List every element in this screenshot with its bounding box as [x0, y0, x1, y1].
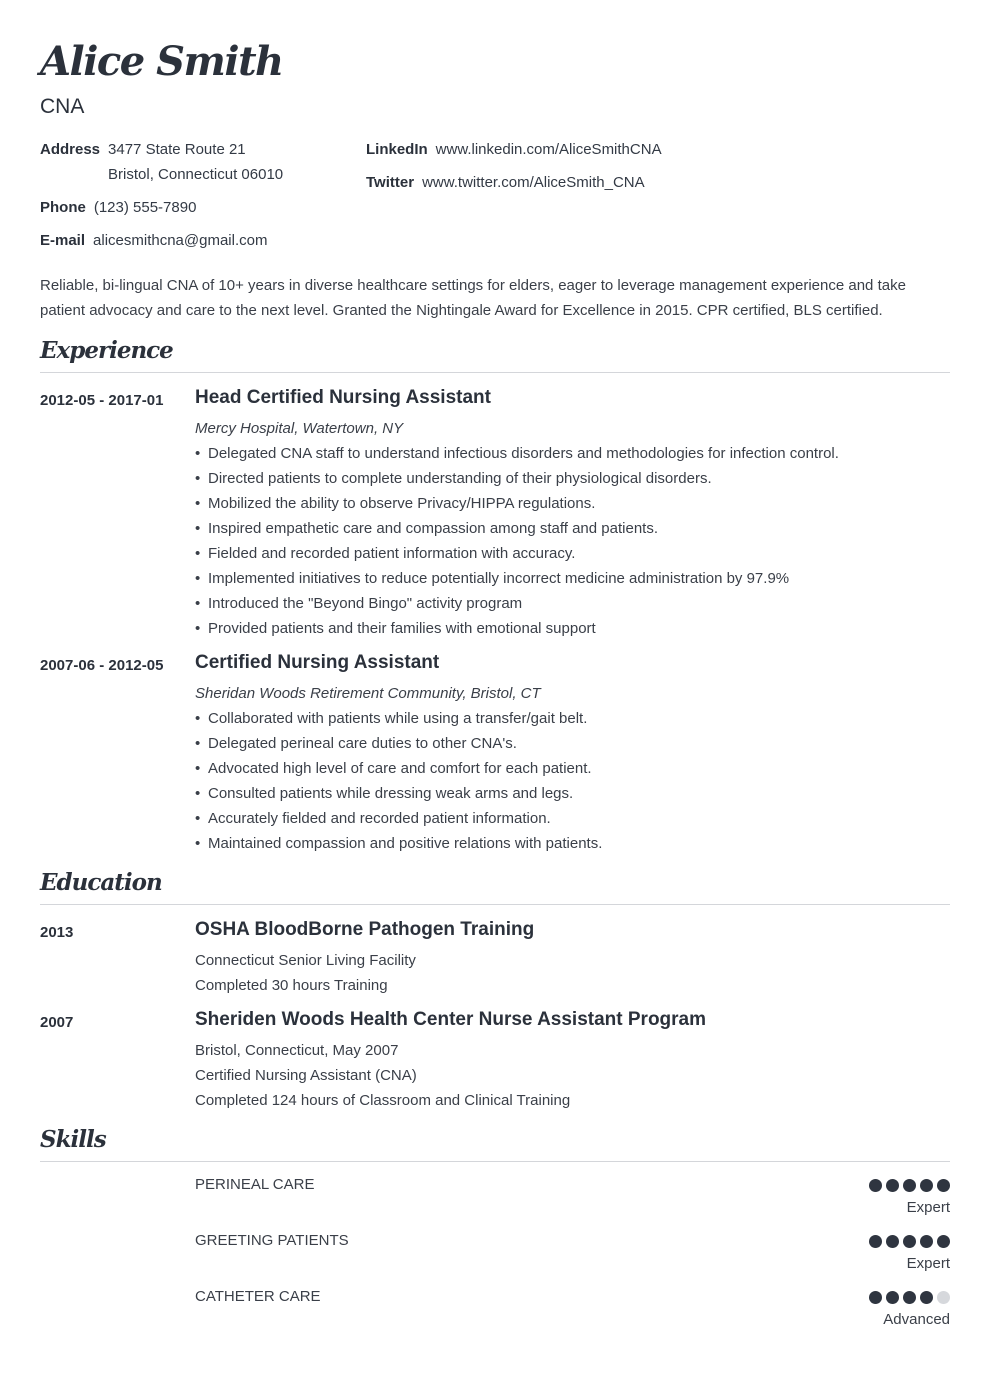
- education-divider: [40, 904, 950, 905]
- education-title: OSHA BloodBorne Pathogen Training: [195, 919, 535, 940]
- skill-rating: [865, 1235, 950, 1249]
- rating-dot-filled: [886, 1235, 899, 1248]
- job-dates: 2012-05 - 2017-01: [40, 392, 164, 409]
- rating-dot-empty: [937, 1291, 950, 1304]
- education-detail: Connecticut Senior Living Facility: [195, 952, 416, 969]
- education-year: 2013: [40, 924, 74, 941]
- email-label: E-mail: [40, 232, 86, 249]
- twitter-label: Twitter: [366, 174, 415, 191]
- education-title: Sheriden Woods Health Center Nurse Assistant Program: [195, 1009, 707, 1030]
- education-year: 2007: [40, 1014, 74, 1031]
- rating-dot-filled: [869, 1179, 882, 1192]
- education-heading: Education: [40, 869, 162, 896]
- address-line-1: 3477 State Route 21: [108, 141, 246, 158]
- skills-heading: Skills: [40, 1126, 106, 1153]
- rating-dot-filled: [920, 1235, 933, 1248]
- email-link[interactable]: alicesmithcna@gmail.com: [93, 232, 268, 249]
- rating-dot-filled: [869, 1291, 882, 1304]
- job-bullet: • Provided patients and their families with emotional support: [195, 616, 950, 641]
- skill-name: PERINEAL CARE: [195, 1176, 315, 1193]
- twitter-link[interactable]: www.twitter.com/AliceSmith_CNA: [422, 174, 645, 191]
- phone-label: Phone: [40, 199, 86, 216]
- job-bullet: • Maintained compassion and positive relations with patients.: [195, 831, 950, 856]
- skills-divider: [40, 1161, 950, 1162]
- rating-dot-filled: [903, 1235, 916, 1248]
- job-employer: Mercy Hospital, Watertown, NY: [195, 420, 404, 437]
- skill-row: [40, 1288, 950, 1338]
- contact-phone: [40, 195, 196, 220]
- skill-row: [40, 1176, 950, 1226]
- education-detail: Completed 124 hours of Classroom and Clinical Training: [195, 1092, 571, 1109]
- rating-dot-filled: [920, 1291, 933, 1304]
- job-title: Head Certified Nursing Assistant: [195, 387, 491, 408]
- skill-rating: [865, 1291, 950, 1305]
- skill-level: Expert: [906, 1199, 950, 1216]
- contact-address: [40, 137, 283, 187]
- job-bullet: • Consulted patients while dressing weak arms and legs.: [195, 781, 950, 806]
- job-bullet: • Advocated high level of care and comfort for each patient.: [195, 756, 950, 781]
- linkedin-label: LinkedIn: [366, 141, 428, 158]
- job-bullet: • Collaborated with patients while using a transfer/gait belt.: [195, 706, 950, 731]
- job-bullet: • Introduced the "Beyond Bingo" activity program: [195, 591, 950, 616]
- candidate-name: Alice Smith: [40, 38, 283, 85]
- job-bullets: [195, 706, 950, 856]
- job-bullet: • Accurately fielded and recorded patient information.: [195, 806, 950, 831]
- education-detail: Certified Nursing Assistant (CNA): [195, 1067, 417, 1084]
- summary-text: Reliable, bi-lingual CNA of 10+ years in diverse healthcare settings for elders, eager to leverage management experience and take patient advocacy and care to the next level. Granted the Nightingale Award for Excellence in 2015. CPR certified, BLS certified.: [40, 277, 906, 319]
- job-bullet: • Delegated perineal care duties to other CNA's.: [195, 731, 950, 756]
- address-line-2: Bristol, Connecticut 06010: [108, 166, 284, 183]
- skill-name: CATHETER CARE: [195, 1288, 321, 1305]
- candidate-title: CNA: [40, 95, 85, 118]
- rating-dot-filled: [937, 1235, 950, 1248]
- job-bullet: • Inspired empathetic care and compassion among staff and patients.: [195, 516, 950, 541]
- rating-dot-filled: [920, 1179, 933, 1192]
- job-bullet: • Fielded and recorded patient information with accuracy.: [195, 541, 950, 566]
- rating-dot-filled: [903, 1291, 916, 1304]
- contact-email: [40, 228, 267, 253]
- job-bullets: [195, 441, 950, 641]
- experience-heading: Experience: [40, 337, 173, 364]
- skill-level: Expert: [906, 1255, 950, 1272]
- skill-row: [40, 1232, 950, 1282]
- rating-dot-filled: [886, 1291, 899, 1304]
- rating-dot-filled: [903, 1179, 916, 1192]
- job-bullet: • Delegated CNA staff to understand infectious disorders and methodologies for infection control.: [195, 441, 950, 466]
- phone-value: (123) 555-7890: [93, 199, 197, 216]
- skill-rating: [865, 1179, 950, 1193]
- contact-linkedin: [366, 137, 662, 162]
- linkedin-link[interactable]: www.linkedin.com/AliceSmithCNA: [435, 141, 662, 158]
- rating-dot-filled: [886, 1179, 899, 1192]
- address-label: Address: [40, 141, 101, 158]
- experience-divider: [40, 372, 950, 373]
- job-employer: Sheridan Woods Retirement Community, Bristol, CT: [195, 685, 541, 702]
- rating-dot-filled: [937, 1179, 950, 1192]
- job-bullet: • Implemented initiatives to reduce potentially incorrect medicine administration by 97.9%: [195, 566, 950, 591]
- job-dates: 2007-06 - 2012-05: [40, 657, 164, 674]
- education-detail: Completed 30 hours Training: [195, 977, 388, 994]
- rating-dot-filled: [869, 1235, 882, 1248]
- job-bullet: • Mobilized the ability to observe Privacy/HIPPA regulations.: [195, 491, 950, 516]
- education-detail: Bristol, Connecticut, May 2007: [195, 1042, 399, 1059]
- job-title: Certified Nursing Assistant: [195, 652, 440, 673]
- contact-twitter: [366, 170, 645, 195]
- job-bullet: • Directed patients to complete understanding of their physiological disorders.: [195, 466, 950, 491]
- skill-name: GREETING PATIENTS: [195, 1232, 349, 1249]
- skill-level: Advanced: [883, 1311, 950, 1328]
